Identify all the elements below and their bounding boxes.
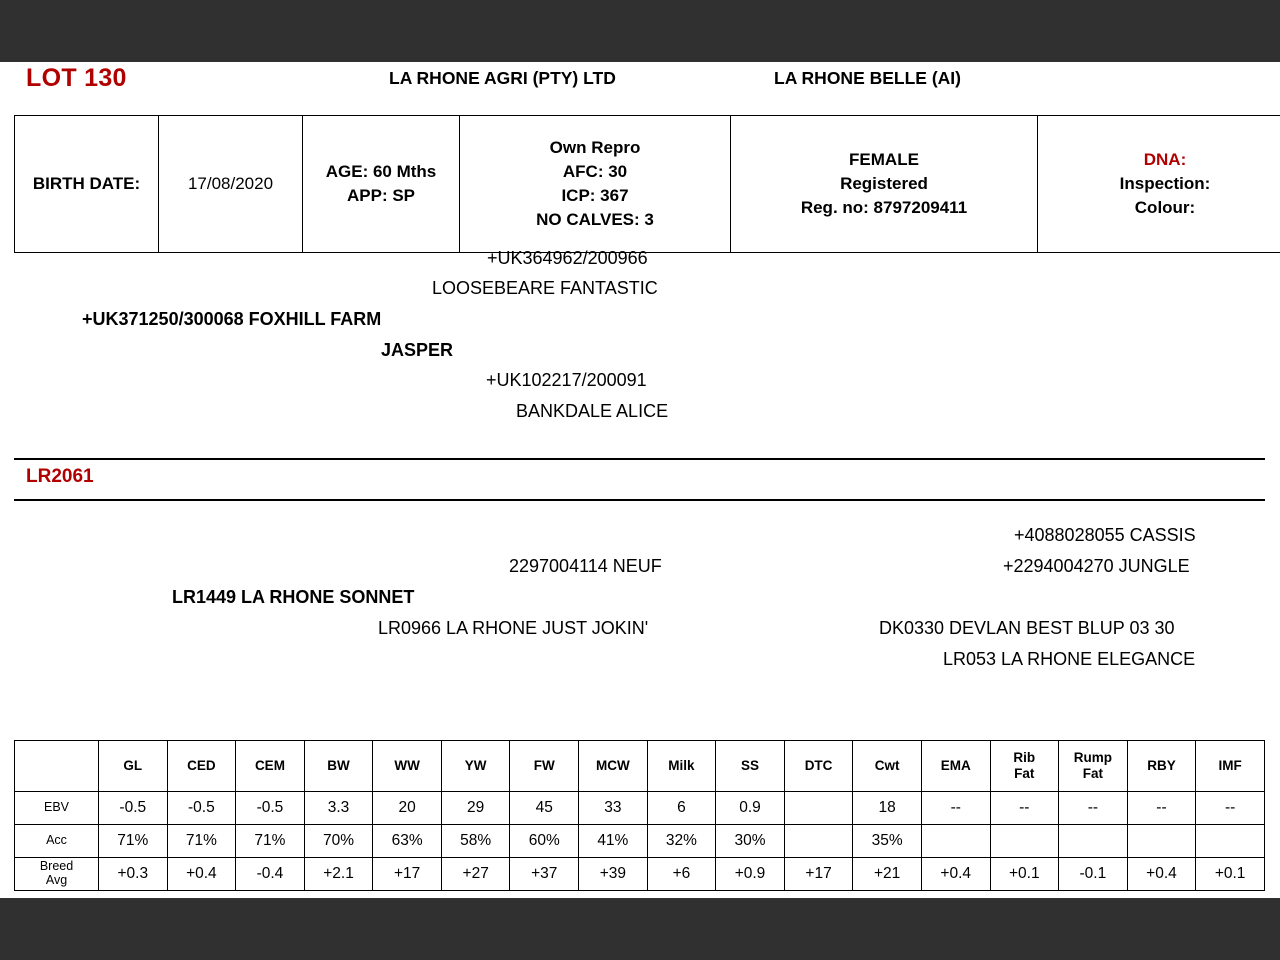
ebv-column-header: EMA [921, 741, 990, 792]
ebv-cell: +0.4 [921, 858, 990, 891]
lot-number: LOT 130 [26, 64, 127, 92]
ebv-column-header: MCW [579, 741, 648, 792]
sex-value: FEMALE [849, 149, 919, 169]
ebv-column-header: GL [99, 741, 168, 792]
age-value: AGE: 60 Mths [325, 161, 437, 181]
pedigree-line: BANKDALE ALICE [516, 401, 669, 421]
ebv-cell [1127, 825, 1196, 858]
pedigree-line: +UK364962/200966 [487, 248, 648, 268]
ebv-cell: -0.5 [167, 792, 236, 825]
animal-id: LR2061 [26, 466, 94, 487]
ebv-cell: 20 [373, 792, 442, 825]
ebv-cell: 71% [99, 825, 168, 858]
ebv-cell: +17 [784, 858, 853, 891]
birth-date-label: BIRTH DATE: [15, 116, 159, 253]
ebv-cell: 45 [510, 792, 579, 825]
ebv-cell: 30% [716, 825, 785, 858]
ebv-cell: +21 [853, 858, 922, 891]
ebv-cell: 29 [441, 792, 510, 825]
ebv-table [14, 740, 1265, 891]
divider-bottom [14, 499, 1265, 501]
animal-name: LA RHONE BELLE (AI) [774, 68, 961, 88]
ebv-column-header: YW [441, 741, 510, 792]
catalogue-page [0, 62, 1280, 898]
ebv-cell: +17 [373, 858, 442, 891]
ebv-cell: +37 [510, 858, 579, 891]
sex-registration-cell [731, 116, 1038, 253]
ebv-cell: 70% [304, 825, 373, 858]
ebv-cell: -- [1059, 792, 1128, 825]
top-band [0, 0, 1280, 62]
ebv-column-header: Cwt [853, 741, 922, 792]
ebv-column-header: SS [716, 741, 785, 792]
ebv-column-header: CEM [236, 741, 305, 792]
ebv-cell: -0.1 [1059, 858, 1128, 891]
ebv-cell: +0.4 [1127, 858, 1196, 891]
ebv-cell: 71% [167, 825, 236, 858]
pedigree-line: JASPER [381, 340, 454, 360]
pedigree-line: +4088028055 CASSIS [1014, 525, 1196, 545]
registered-value: Registered [840, 173, 928, 193]
ebv-column-header: IMF [1196, 741, 1265, 792]
divider-top [14, 458, 1265, 460]
own-repro-cell [460, 116, 731, 253]
ebv-cell: +39 [579, 858, 648, 891]
ebv-cell [921, 825, 990, 858]
ebv-column-header: DTC [784, 741, 853, 792]
ebv-cell: 18 [853, 792, 922, 825]
ebv-cell: -- [1196, 792, 1265, 825]
ebv-cell: 32% [647, 825, 716, 858]
breeder-name: LA RHONE AGRI (PTY) LTD [389, 68, 616, 88]
ebv-cell: +6 [647, 858, 716, 891]
ebv-column-header: FW [510, 741, 579, 792]
birth-date-value: 17/08/2020 [159, 116, 303, 253]
ebv-cell: 71% [236, 825, 305, 858]
ebv-cell [1196, 825, 1265, 858]
ebv-cell: 35% [853, 825, 922, 858]
ebv-cell: +27 [441, 858, 510, 891]
ebv-cell: -0.5 [236, 792, 305, 825]
ebv-cell: 6 [647, 792, 716, 825]
ebv-row-label: EBV [15, 792, 99, 825]
age-cell [303, 116, 460, 253]
pedigree-line: DK0330 DEVLAN BEST BLUP 03 30 [879, 618, 1175, 638]
ebv-cell: +2.1 [304, 858, 373, 891]
ebv-column-header: Rib Fat [990, 741, 1059, 792]
colour-label: Colour: [1134, 198, 1196, 218]
ebv-cell: 58% [441, 825, 510, 858]
pedigree-line: +UK371250/300068 FOXHILL FARM [82, 309, 382, 329]
ebv-column-header: CED [167, 741, 236, 792]
ebv-column-header: WW [373, 741, 442, 792]
ebv-row [15, 858, 1265, 891]
ebv-cell [784, 792, 853, 825]
pedigree-line: LOOSEBEARE FANTASTIC [432, 278, 658, 298]
ebv-table-wrapper [14, 740, 1265, 891]
dna-label: DNA: [1143, 149, 1187, 169]
ebv-cell [784, 825, 853, 858]
ebv-row-label: Acc [15, 825, 99, 858]
pedigree-line: 2297004114 NEUF [509, 556, 662, 576]
ebv-column-header: Rump Fat [1059, 741, 1128, 792]
ebv-cell: -- [921, 792, 990, 825]
ebv-cell [1059, 825, 1128, 858]
pedigree-line: +UK102217/200091 [486, 370, 647, 390]
no-calves-value: NO CALVES: 3 [536, 210, 654, 230]
ebv-cell: 63% [373, 825, 442, 858]
app-value: APP: SP [346, 186, 416, 205]
pedigree-line: LR0966 LA RHONE JUST JOKIN' [378, 618, 649, 638]
ebv-cell: 0.9 [716, 792, 785, 825]
afc-value: AFC: 30 [562, 161, 628, 181]
ebv-cell: 41% [579, 825, 648, 858]
ebv-cell: 60% [510, 825, 579, 858]
ebv-column-header: BW [304, 741, 373, 792]
pedigree-line: +2294004270 JUNGLE [1003, 556, 1190, 576]
ebv-row [15, 792, 1265, 825]
animal-info-table [14, 115, 1280, 253]
ebv-cell [990, 825, 1059, 858]
ebv-column-header: RBY [1127, 741, 1196, 792]
icp-value: ICP: 367 [561, 186, 629, 205]
ebv-cell: 3.3 [304, 792, 373, 825]
info-row [15, 116, 1280, 253]
pedigree-line: LR053 LA RHONE ELEGANCE [943, 649, 1196, 669]
ebv-cell: +0.9 [716, 858, 785, 891]
ebv-cell: -- [1127, 792, 1196, 825]
dna-cell [1038, 116, 1280, 253]
ebv-cell: +0.3 [99, 858, 168, 891]
ebv-cell: -- [990, 792, 1059, 825]
ebv-cell: +0.1 [990, 858, 1059, 891]
registration-number: Reg. no: 8797209411 [800, 198, 968, 218]
ebv-corner-cell [15, 741, 99, 792]
ebv-row [15, 825, 1265, 858]
inspection-label: Inspection: [1119, 173, 1211, 193]
dam-pedigree [0, 509, 1280, 709]
sire-pedigree [0, 248, 1280, 444]
ebv-cell: 33 [579, 792, 648, 825]
own-repro-title: Own Repro [549, 137, 641, 157]
ebv-row-label: Breed Avg [15, 858, 99, 891]
ebv-cell: +0.1 [1196, 858, 1265, 891]
page-header [0, 62, 1280, 104]
ebv-cell: +0.4 [167, 858, 236, 891]
pedigree-line: LR1449 LA RHONE SONNET [172, 587, 415, 607]
ebv-body [15, 792, 1265, 891]
bottom-band [0, 898, 1280, 960]
ebv-cell: -0.5 [99, 792, 168, 825]
ebv-column-header: Milk [647, 741, 716, 792]
ebv-header-row [15, 741, 1265, 792]
ebv-cell: -0.4 [236, 858, 305, 891]
